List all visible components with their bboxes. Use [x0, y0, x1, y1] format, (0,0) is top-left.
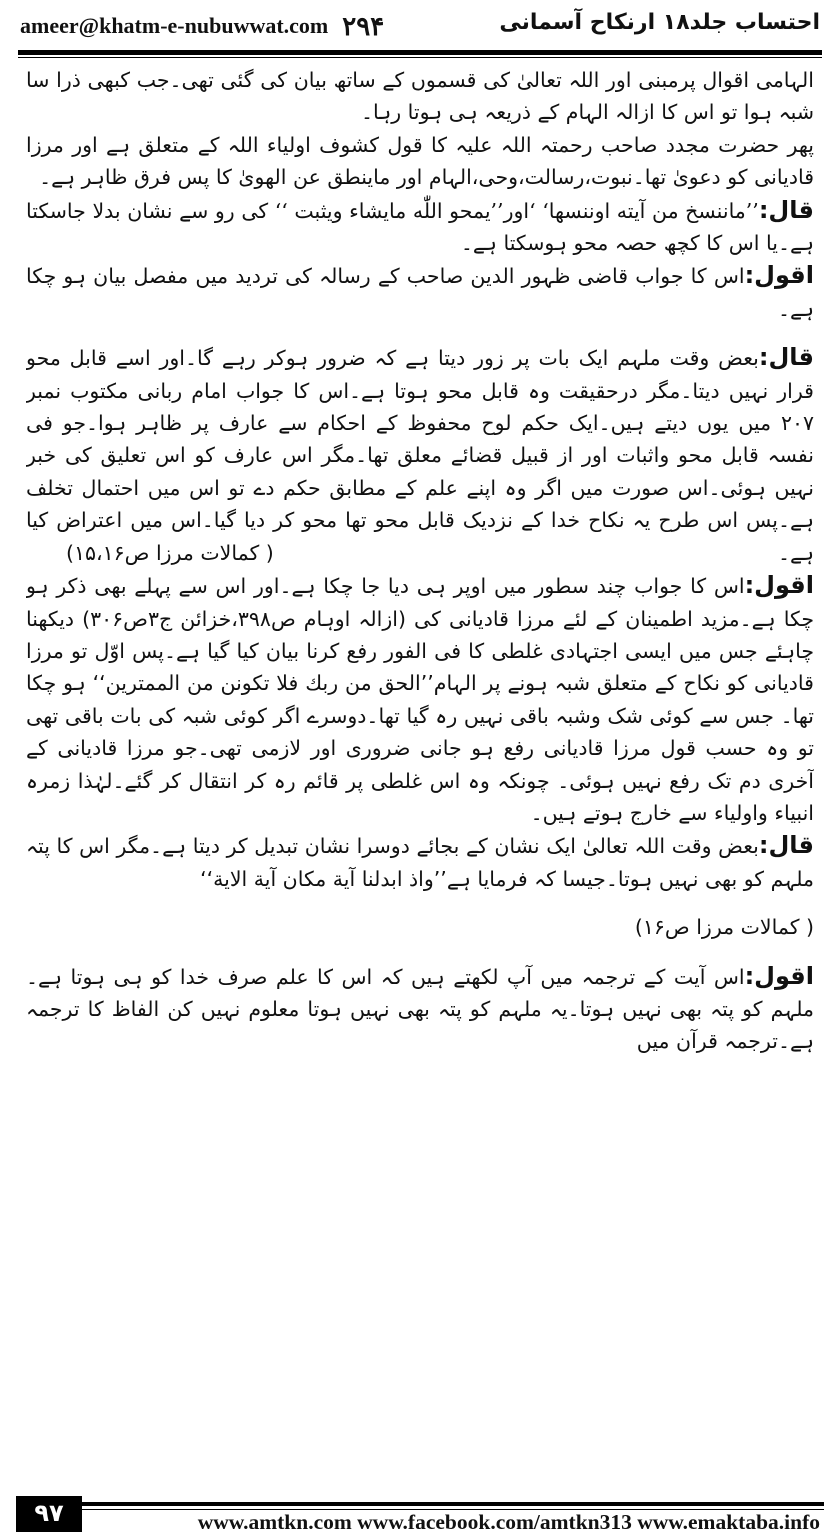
qaal-3-text-b: ‘‘ [200, 866, 214, 891]
aqool-keyword: اقول: [744, 261, 814, 290]
aqool-3 [26, 960, 814, 1058]
qaal-3-text-a: بعض وقت اللہ تعالیٰ ایک نشان کے بجائے دوسرا نشان تبدیل کر دیتا ہے۔مگر اس کا پتہ ملہم کو بھی نہیں ہوتا۔جیسا کہ فرمایا ہے’’ [26, 834, 814, 891]
aqool-2-text-b: ‘‘ ہو چکا تھا۔ جس سے کوئی شک وشبہ باقی نہیں رہ گیا تھا۔دوسرے اگر کوئی شبہ کی بات باقی تھی تو وہ حسب قول مرزا قادیانی رفع ہو جانی ضروری اور لازمی تھی۔جو مرزا قادیانی کے آخری دم تک رفع نہیں ہوئی۔ چونکہ وہ اس غلطی پر قائم رہ کر انتقال کر گئے۔لہٰذا زمرہ انبیاء واولیاء سے خارج ہوتے ہیں۔ [26, 671, 814, 825]
footer-rule-thick [82, 1502, 824, 1506]
spacer [26, 944, 814, 960]
qaal-keyword: قال: [758, 831, 814, 860]
paragraph-2 [26, 129, 814, 194]
header-book-title: احتساب جلد۱۸ ارنکاح آسمانی [499, 10, 820, 35]
reference-2: ( کمالات مرزا ص۱۶) [634, 915, 814, 940]
aqool-keyword: اقول: [744, 961, 814, 990]
qaal-keyword: قال: [758, 195, 814, 224]
header-left [20, 12, 384, 42]
page-footer [16, 1496, 824, 1536]
reference-1: ( کمالات مرزا ص۱۵،۱۶) [66, 540, 274, 565]
aqool-1-text: اس کا جواب قاضی ظہور الدین صاحب کے رسالہ کی تردید میں مفصل بیان ہو چکا ہے۔ [26, 264, 814, 321]
qaal-3-arabic: واذ ابدلنا آیة مكان آیة الایة [213, 866, 434, 891]
aqool-2-arabic: الحق من ربك فلا تكونن من الممترين [105, 671, 421, 696]
qaal-1-arabic: ’’ماننسخ من آیته اوننسها‘ ‘اور’’یمحو اللّٰه مایشاء ویثبت ‘‘ کی [241, 198, 759, 223]
spacer [26, 895, 814, 911]
aqool-keyword: اقول: [744, 571, 814, 600]
qaal-2-text: بعض وقت ملہم ایک بات پر زور دیتا ہے کہ ضرور ہوکر رہے گا۔اور اسے قابل محو قرار نہیں دیتا۔مگر درحقیقت وہ قابل محو ہوتا ہے۔اس کا جواب امام ربانی مکتوب نمبر ۲۰۷ میں یوں دیتے ہیں۔ایک حکم لوح محفوظ کے احکام سے عارف پر ظاہر ہوا۔جو فی نفسہ قابل محو واثبات اور از قبیل قضائے معلق تھا۔مگر اس عارف کو اس تعلیق کی خبر نہیں ہوئی۔اس صورت میں اگر وہ اپنے علم کے مطابق حکم دے تو اس میں احتمال تخلف ہے۔پس اس طرح یہ نکاح خدا کے نزدیک قابل محو تھا محو کر دیا گیا۔اس میں اعتراض کیا ہے۔ [26, 346, 814, 565]
paragraph-2-text: پھر حضرت مجدد صاحب رحمتہ اللہ علیہ کا قول کشوف اولیاء اللہ کے متعلق ہے اور مرزا قادیانی کو دعویٰ تھا۔نبوت،رسالت،وحی،الہام اور ماینطق عن الهوىٰ کا پس فرق ظاہر ہے۔ [26, 132, 814, 190]
aqool-2 [26, 569, 814, 829]
aqool-2-text-a: اس کا جواب چند سطور میں اوپر ہی دیا جا چکا ہے۔اور اس سے پہلے بھی ذکر ہو چکا ہے۔مزید اطمینان کے لئے مرزا قادیانی کی (ازالہ اوہام ص۳۹۸،خزائن ج۳ص۳۰۶) دیکھنا چاہئے جس میں ایسی اجتہادی غلطی کا فی الفور رفع کرنا بیان کیا گیا ہے۔پس اوّل تو مرزا قادیانی کو نکاح کے متعلق شبہ ہونے پر الہام’’ [26, 574, 814, 696]
footer-links: www.amtkn.com www.facebook.com/amtkn313 www.emaktaba.info [197, 1510, 820, 1534]
qaal-3 [26, 829, 814, 895]
header-email: ameer@khatm-e-nubuwwat.com [20, 13, 329, 38]
qaal-1-text: رو سے نشان بدلا جاسکتا ہے۔یا اس کا کچھ حصہ محو ہوسکتا ہے۔ [26, 198, 814, 256]
paragraph-1: الہامی اقوال پرمبنی اور اللہ تعالیٰ کی قسموں کے ساتھ بیان کی گئی تھی۔جب کبھی ذرا سا شبہ ہوا تو اس کا ازالہ الہام کے ذریعہ ہی ہوتا رہا۔ [26, 68, 814, 125]
footer-page-number: ۹۷ [16, 1496, 82, 1532]
page-body [26, 64, 814, 1459]
header-page-number: ۲۹۴ [342, 12, 385, 42]
aqool-1 [26, 259, 814, 325]
spacer [26, 325, 814, 341]
qaal-2 [26, 341, 814, 569]
qaal-1 [26, 194, 814, 260]
header-rule-thick [18, 50, 822, 55]
qaal-keyword: قال: [758, 343, 814, 372]
header-rule-thin [18, 57, 822, 58]
aqool-3-text: اس آیت کے ترجمہ میں آپ لکھتے ہیں کہ اس کا علم صرف خدا کو ہی ہوتا ہے۔ ملہم کو پتہ بھی نہیں ہوتا۔یہ ملہم کو پتہ بھی نہیں ہوتا معلوم نہیں کن الفاظ کا ترجمہ ہے۔ترجمہ قرآن میں [26, 964, 814, 1054]
page-header [20, 6, 820, 46]
